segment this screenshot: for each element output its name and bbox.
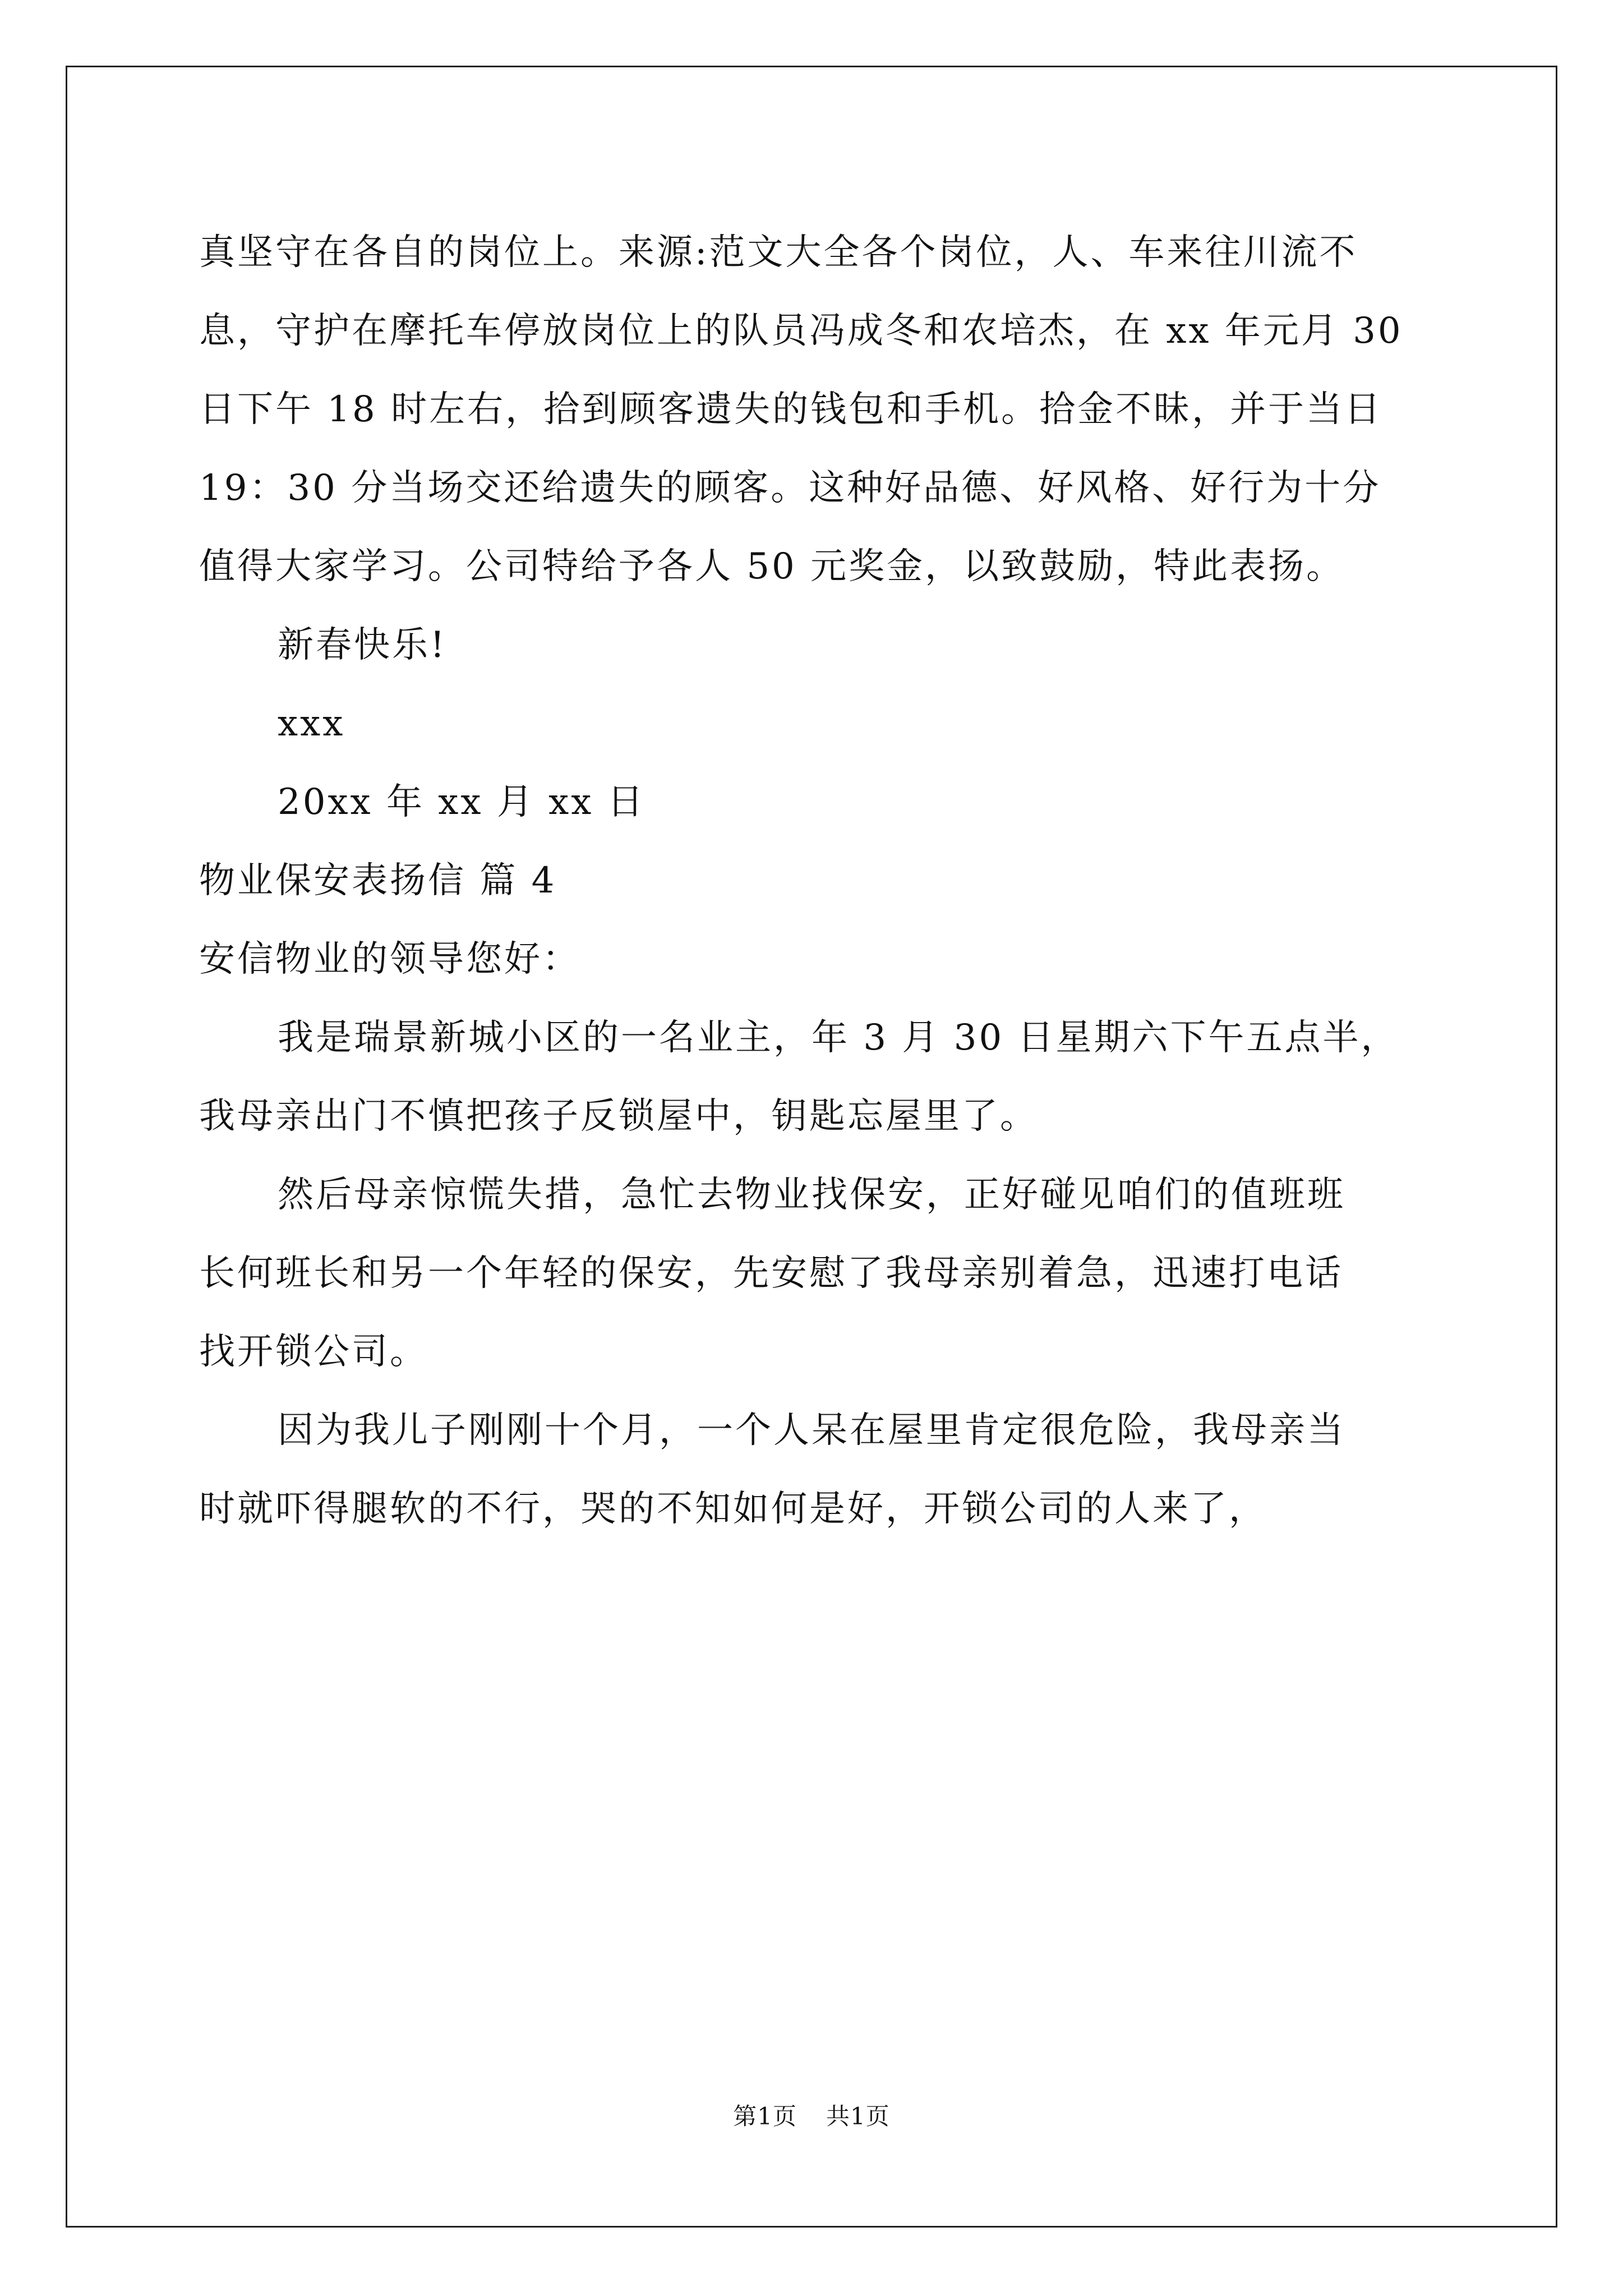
text-line-2: 息，守护在摩托车停放岗位上的队员冯成冬和农培杰，在 xx 年元月 30 bbox=[199, 310, 1403, 352]
paragraph-line: 我母亲出门不慎把孩子反锁屋中，钥匙忘屋里了。 bbox=[199, 1096, 1038, 1137]
paragraph-line: 然后母亲惊慌失措，急忙去物业找保安，正好碰见咱们的值班班 bbox=[278, 1174, 1345, 1216]
paragraph-line: 找开锁公司。 bbox=[199, 1331, 428, 1373]
signature-name: xxx bbox=[278, 703, 345, 744]
signature-date: 20xx 年 xx 月 xx 日 bbox=[278, 781, 645, 823]
paragraph-line: 我是瑞景新城小区的一名业主，年 3 月 30 日星期六下午五点半， bbox=[278, 1017, 1399, 1059]
paragraph-line: 因为我儿子刚刚十个月，一个人呆在屋里肯定很危险，我母亲当 bbox=[278, 1410, 1345, 1451]
page-number: 第1页 bbox=[733, 2102, 797, 2130]
text-line-4: 19：30 分当场交还给遗失的顾客。这种好品德、好风格、好行为十分 bbox=[199, 467, 1381, 509]
page-count: 共1页 bbox=[826, 2102, 890, 2130]
greeting-line: 新春快乐! bbox=[278, 624, 447, 666]
text-line-5: 值得大家学习。公司特给予各人 50 元奖金，以致鼓励，特此表扬。 bbox=[199, 546, 1345, 587]
page-footer bbox=[0, 2098, 1623, 2132]
text-line-1: 真坚守在各自的岗位上。来源:范文大全各个岗位，人、车来往川流不 bbox=[199, 232, 1358, 273]
salutation: 安信物业的领导您好： bbox=[199, 938, 580, 980]
paragraph-line: 时就吓得腿软的不行，哭的不知如何是好，开锁公司的人来了， bbox=[199, 1488, 1267, 1530]
text-line-3: 日下午 18 时左右，拾到顾客遗失的钱包和手机。拾金不昧，并于当日 bbox=[199, 389, 1383, 430]
paragraph-line: 长何班长和另一个年轻的保安，先安慰了我母亲别着急，迅速打电话 bbox=[199, 1253, 1343, 1294]
document-body bbox=[199, 213, 1433, 1548]
section-heading: 物业保安表扬信 篇 4 bbox=[199, 860, 557, 901]
